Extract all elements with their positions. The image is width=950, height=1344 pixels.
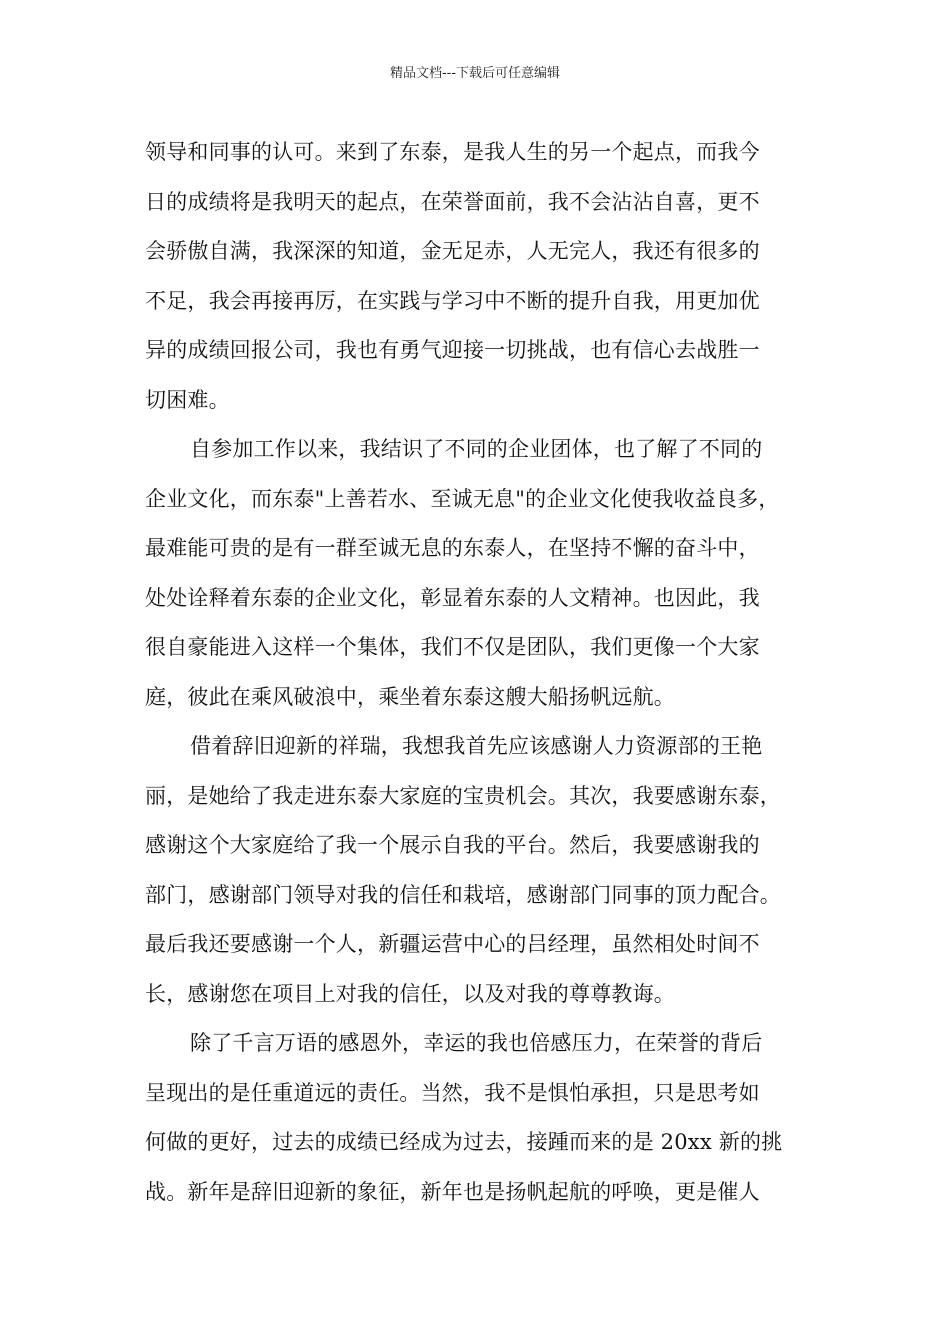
text-line: 长，感谢您在项目上对我的信任，以及对我的尊尊教诲。: [145, 981, 675, 1006]
text-line: 领导和同事的认可。来到了东泰，是我人生的另一个起点，而我今: [145, 140, 760, 164]
text-line: 呈现出的是任重道远的责任。当然，我不是惧怕承担，只是思考如: [145, 1080, 760, 1105]
text-line: 丽，是她给了我走进东泰大家庭的宝贵机会。其次，我要感谢东泰，: [145, 783, 781, 808]
paragraph: [145, 128, 815, 425]
text-line: 很自豪能进入这样一个集体，我们不仅是团队，我们更像一个大家: [145, 635, 760, 659]
paragraph: [145, 722, 815, 1019]
text-line: 异的成绩回报公司，我也有勇气迎接一切挑战，也有信心去战胜一: [145, 338, 760, 362]
page-header: 精品文档---下载后可任意编辑: [389, 66, 561, 81]
text-line: 处处诠释着东泰的企业文化，彰显着东泰的人文精神。也因此，我: [145, 585, 760, 610]
paragraph: [145, 1019, 815, 1217]
text-line: 日的成绩将是我明天的起点，在荣誉面前，我不会沾沾自喜，更不: [145, 189, 760, 214]
paragraph: [145, 425, 815, 722]
text-line: 企业文化，而东泰"上善若水、至诚无息"的企业文化使我收益良多，: [145, 486, 780, 511]
document-body: [145, 128, 815, 1217]
text-line: 自参加工作以来，我结识了不同的企业团体，也了解了不同的: [190, 437, 763, 461]
text-line: 何做的更好，过去的成绩已经成为过去，接踵而来的是 20xx 新的挑: [145, 1130, 783, 1154]
text-line: 借着辞旧迎新的祥瑞，我想我首先应该感谢人力资源部的王艳: [190, 734, 763, 758]
text-line: 最难能可贵的是有一群至诚无息的东泰人，在坚持不懈的奋斗中，: [145, 536, 760, 560]
text-line: 不足，我会再接再厉，在实践与学习中不断的提升自我，用更加优: [145, 288, 760, 313]
text-line: 部门，感谢部门领导对我的信任和栽培，感谢部门同事的顶力配合。: [145, 882, 781, 907]
text-line: 战。新年是辞旧迎新的象征，新年也是扬帆起航的呼唤，更是催人: [145, 1179, 760, 1204]
text-line: 会骄傲自满，我深深的知道，金无足赤，人无完人，我还有很多的: [145, 239, 760, 263]
text-line: 除了千言万语的感恩外，幸运的我也倍感压力，在荣誉的背后: [190, 1031, 763, 1055]
text-line: 切困难。: [145, 387, 230, 412]
text-line: 最后我还要感谢一个人，新疆运营中心的吕经理，虽然相处时间不: [145, 932, 760, 956]
text-line: 庭，彼此在乘风破浪中，乘坐着东泰这艘大船扬帆远航。: [145, 684, 675, 709]
text-line: 感谢这个大家庭给了我一个展示自我的平台。然后，我要感谢我的: [145, 833, 760, 857]
